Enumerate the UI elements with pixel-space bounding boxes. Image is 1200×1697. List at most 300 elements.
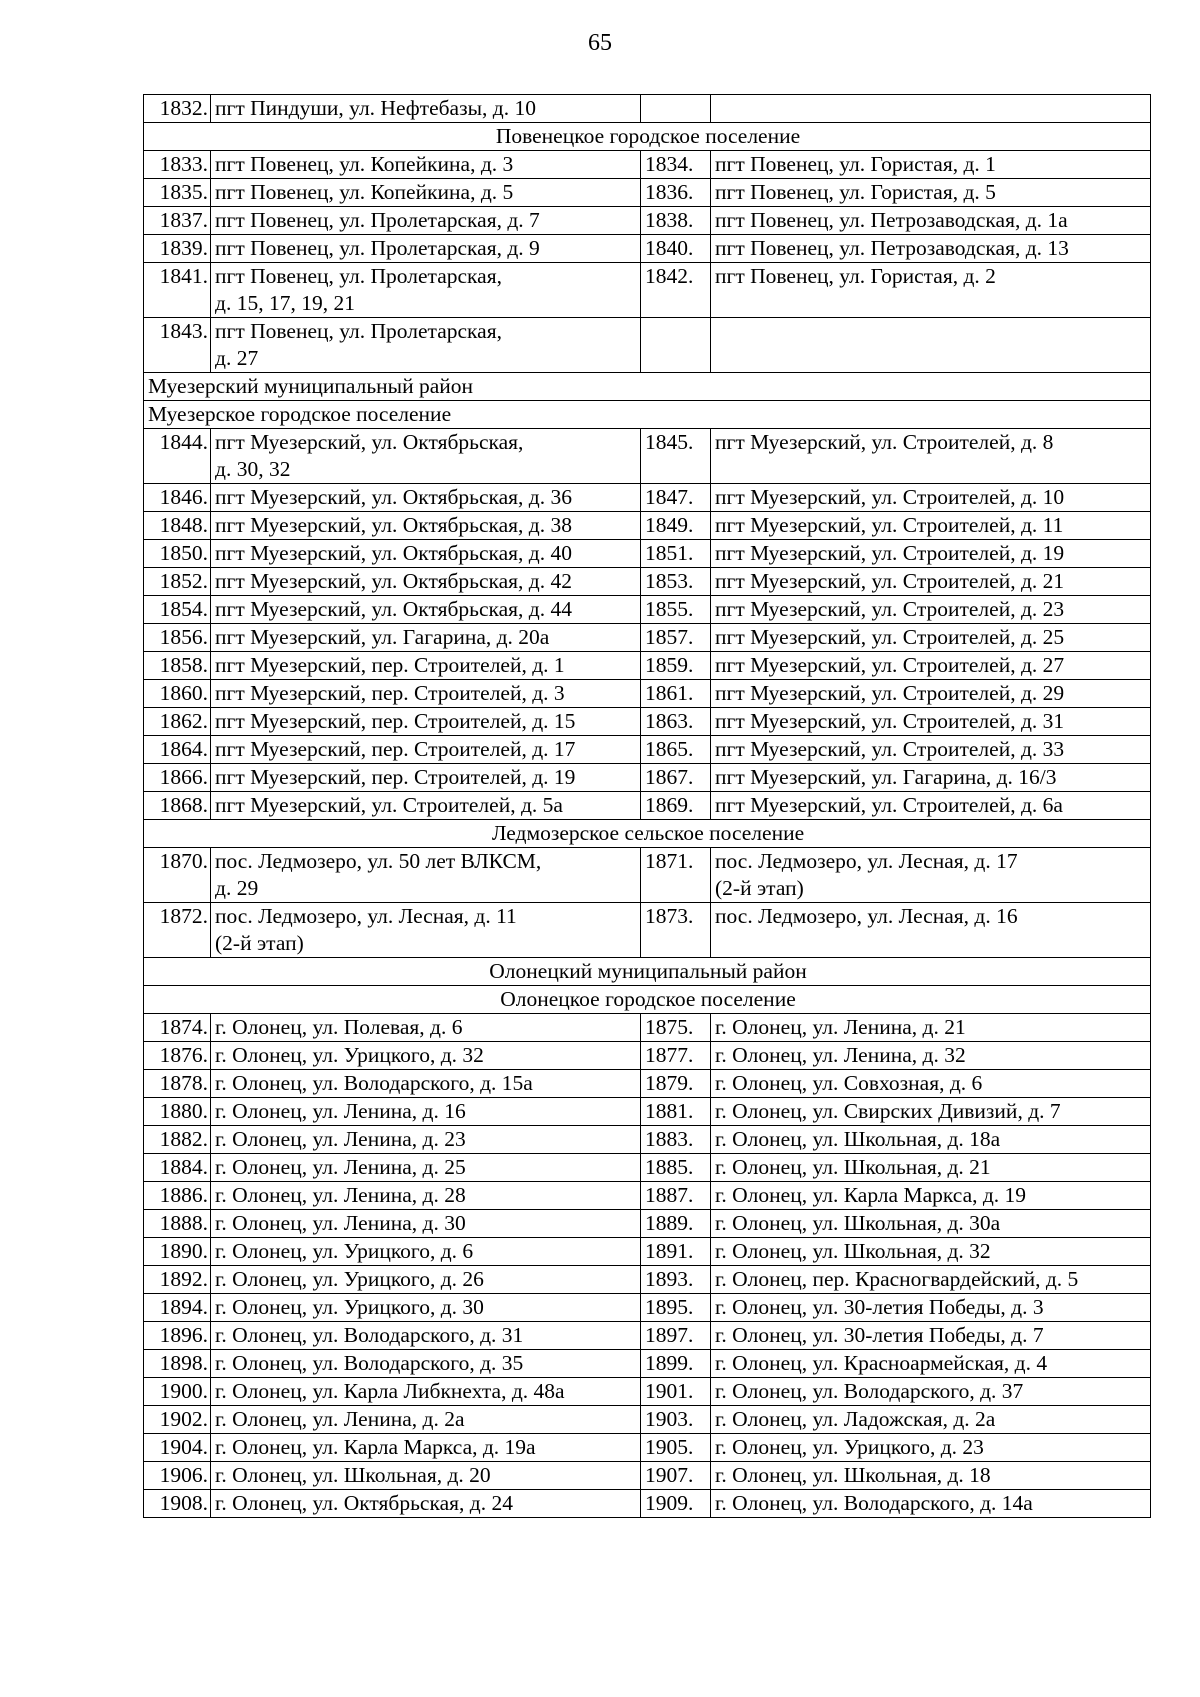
entry-address-right: г. Олонец, ул. Володарского, д. 14а [715, 1491, 1033, 1515]
entry-number-left: 1850. [159, 541, 208, 565]
entry-number-right-cell [641, 95, 711, 123]
entry-number-right-cell [641, 1098, 711, 1126]
entry-number-left-cell [144, 792, 211, 820]
entry-number-left: 1908. [159, 1491, 208, 1515]
entry-number-right: 1899. [645, 1351, 694, 1375]
entry-address-left-continued: д. 15, 17, 19, 21 [215, 291, 355, 315]
entry-number-right: 1855. [645, 597, 694, 621]
entry-address-left-cell [211, 540, 641, 568]
entry-number-left-cell [144, 1490, 211, 1518]
entry-address-left-cell [211, 1098, 641, 1126]
entry-address-right-cell [711, 848, 1151, 903]
table-row [144, 1098, 1151, 1126]
entry-address-right [715, 95, 1148, 122]
entry-address-left-cell [211, 680, 641, 708]
entry-number-left-cell [144, 1182, 211, 1210]
entry-number-left-cell [144, 1406, 211, 1434]
entry-address-left-cell [211, 568, 641, 596]
entry-number-left: 1900. [159, 1379, 208, 1403]
entry-number-left: 1896. [159, 1323, 208, 1347]
entry-number-left: 1843. [159, 319, 208, 343]
entry-number-right: 1873. [645, 904, 694, 928]
entry-number-right: 1893. [645, 1267, 694, 1291]
entry-number-left: 1848. [159, 513, 208, 537]
entry-number-left: 1858. [159, 653, 208, 677]
section-header-row [144, 820, 1151, 848]
entry-number-right-cell [641, 1070, 711, 1098]
entry-address-right-cell [711, 624, 1151, 652]
entry-address-right: пгт Муезерский, ул. Строителей, д. 21 [715, 569, 1065, 593]
entry-number-right-cell [641, 680, 711, 708]
entry-address-right-cell [711, 708, 1151, 736]
entry-address-left-cell [211, 1434, 641, 1462]
table-row [144, 1462, 1151, 1490]
table-row [144, 540, 1151, 568]
entry-address-left: г. Олонец, ул. Карла Маркса, д. 19а [215, 1435, 536, 1459]
entry-address-left: г. Олонец, ул. Ленина, д. 23 [215, 1127, 466, 1151]
page-number: 65 [588, 30, 612, 56]
entry-number-right: 1887. [645, 1183, 694, 1207]
entry-address-right: г. Олонец, ул. Свирских Дивизий, д. 7 [715, 1099, 1061, 1123]
table-row [144, 848, 1151, 903]
address-table-body [144, 95, 1151, 1518]
entry-number-left-cell [144, 1014, 211, 1042]
entry-address-left: пгт Муезерский, пер. Строителей, д. 15 [215, 709, 576, 733]
entry-number-left: 1862. [159, 709, 208, 733]
entry-number-left: 1890. [159, 1239, 208, 1263]
entry-address-left: пгт Повенец, ул. Пролетарская, д. 7 [215, 208, 540, 232]
entry-address-right: г. Олонец, ул. 30-летия Победы, д. 7 [715, 1323, 1044, 1347]
entry-address-right: г. Олонец, ул. Ленина, д. 21 [715, 1015, 966, 1039]
entry-number-left-cell [144, 736, 211, 764]
entry-address-right-continued: (2-й этап) [715, 876, 804, 900]
section-header-row [144, 401, 1151, 429]
table-row [144, 1070, 1151, 1098]
table-row [144, 1294, 1151, 1322]
entry-number-left-cell [144, 1322, 211, 1350]
section-header-row [144, 958, 1151, 986]
entry-number-left: 1833. [159, 152, 208, 176]
entry-number-left: 1868. [159, 793, 208, 817]
entry-address-right: пгт Муезерский, ул. Строителей, д. 23 [715, 597, 1065, 621]
entry-number-right-cell [641, 596, 711, 624]
entry-number-right-cell [641, 1210, 711, 1238]
entry-address-left-cell [211, 1266, 641, 1294]
entry-number-right: 1857. [645, 625, 694, 649]
entry-address-left: пгт Повенец, ул. Пролетарская, [215, 264, 502, 288]
entry-address-left: г. Олонец, ул. Ленина, д. 25 [215, 1155, 466, 1179]
entry-address-left-cell [211, 1210, 641, 1238]
entry-address-left: пгт Повенец, ул. Пролетарская, [215, 319, 502, 343]
entry-number-left-cell [144, 429, 211, 484]
entry-number-left-cell [144, 1434, 211, 1462]
entry-number-right: 1871. [645, 849, 694, 873]
entry-number-left-cell [144, 1266, 211, 1294]
entry-address-right-cell [711, 1462, 1151, 1490]
entry-number-left: 1884. [159, 1155, 208, 1179]
table-row [144, 708, 1151, 736]
entry-number-left: 1906. [159, 1463, 208, 1487]
table-row [144, 1154, 1151, 1182]
entry-number-right: 1877. [645, 1043, 694, 1067]
entry-number-right: 1836. [645, 180, 694, 204]
entry-number-right-cell [641, 151, 711, 179]
entry-number-right: 1895. [645, 1295, 694, 1319]
entry-address-left: пгт Муезерский, ул. Октябрьская, д. 40 [215, 541, 572, 565]
table-row [144, 764, 1151, 792]
entry-number-right: 1840. [645, 236, 694, 260]
entry-number-right-cell [641, 512, 711, 540]
entry-number-left: 1856. [159, 625, 208, 649]
entry-address-right: г. Олонец, ул. Школьная, д. 18а [715, 1127, 1001, 1151]
entry-address-right-cell [711, 1154, 1151, 1182]
entry-address-left: г. Олонец, ул. Урицкого, д. 32 [215, 1043, 484, 1067]
table-row [144, 484, 1151, 512]
entry-address-right-cell [711, 318, 1151, 373]
entry-number-left-cell [144, 1154, 211, 1182]
entry-number-left-cell [144, 708, 211, 736]
entry-number-left: 1837. [159, 208, 208, 232]
entry-number-right: 1901. [645, 1379, 694, 1403]
entry-number-left-cell [144, 1210, 211, 1238]
entry-address-right-cell [711, 263, 1151, 318]
table-row [144, 568, 1151, 596]
entry-number-right-cell [641, 764, 711, 792]
entry-number-left: 1902. [159, 1407, 208, 1431]
entry-address-left-continued: д. 27 [215, 346, 259, 370]
entry-address-left-cell [211, 736, 641, 764]
table-row [144, 680, 1151, 708]
entry-number-left-cell [144, 1070, 211, 1098]
entry-address-right: г. Олонец, пер. Красногвардейский, д. 5 [715, 1267, 1079, 1291]
entry-address-right: г. Олонец, ул. Красноармейская, д. 4 [715, 1351, 1048, 1375]
entry-number-right-cell [641, 263, 711, 318]
entry-address-right-cell [711, 207, 1151, 235]
entry-address-right: пгт Муезерский, ул. Строителей, д. 8 [715, 430, 1054, 454]
table-row [144, 1210, 1151, 1238]
entry-number-right-cell [641, 1238, 711, 1266]
entry-address-left: пгт Муезерский, ул. Октябрьская, д. 38 [215, 513, 572, 537]
entry-address-left: пгт Повенец, ул. Копейкина, д. 3 [215, 152, 514, 176]
entry-address-right-cell [711, 1182, 1151, 1210]
entry-number-left-cell [144, 235, 211, 263]
entry-address-left-cell [211, 512, 641, 540]
entry-number-right-cell [641, 792, 711, 820]
entry-number-right: 1865. [645, 737, 694, 761]
entry-number-right: 1869. [645, 793, 694, 817]
entry-address-left: г. Олонец, ул. Володарского, д. 35 [215, 1351, 524, 1375]
entry-address-right-cell [711, 1042, 1151, 1070]
table-row [144, 1322, 1151, 1350]
entry-number-left: 1886. [159, 1183, 208, 1207]
entry-number-left-cell [144, 596, 211, 624]
entry-address-left-cell [211, 95, 641, 123]
entry-number-left: 1880. [159, 1099, 208, 1123]
table-row [144, 235, 1151, 263]
entry-address-left: пгт Муезерский, пер. Строителей, д. 1 [215, 653, 565, 677]
entry-number-right-cell [641, 708, 711, 736]
entry-address-right-cell [711, 1490, 1151, 1518]
entry-number-right-cell [641, 1406, 711, 1434]
entry-number-right-cell [641, 1294, 711, 1322]
table-row [144, 736, 1151, 764]
entry-address-right [715, 318, 1148, 345]
entry-number-left-cell [144, 95, 211, 123]
entry-address-right-cell [711, 568, 1151, 596]
entry-number-left: 1888. [159, 1211, 208, 1235]
entry-address-right-cell [711, 484, 1151, 512]
entry-address-left: г. Олонец, ул. Урицкого, д. 26 [215, 1267, 484, 1291]
entry-address-right: пгт Муезерский, ул. Строителей, д. 11 [715, 513, 1064, 537]
entry-address-left-cell [211, 652, 641, 680]
entry-number-right-cell [641, 1322, 711, 1350]
entry-address-right: г. Олонец, ул. 30-летия Победы, д. 3 [715, 1295, 1044, 1319]
table-row [144, 1238, 1151, 1266]
entry-address-right: пгт Муезерский, ул. Строителей, д. 6а [715, 793, 1063, 817]
entry-number-left: 1898. [159, 1351, 208, 1375]
table-row [144, 95, 1151, 123]
section-header-row [144, 986, 1151, 1014]
table-row [144, 903, 1151, 958]
entry-number-left: 1860. [159, 681, 208, 705]
entry-number-right-cell [641, 540, 711, 568]
entry-number-right: 1909. [645, 1491, 694, 1515]
entry-address-right-cell [711, 1070, 1151, 1098]
entry-address-left-cell [211, 1182, 641, 1210]
entry-number-left: 1846. [159, 485, 208, 509]
table-row [144, 263, 1151, 318]
table-row [144, 151, 1151, 179]
entry-address-left-cell [211, 848, 641, 903]
section-header: Ледмозерское сельское поселение [144, 820, 1151, 848]
entry-number-left-cell [144, 652, 211, 680]
entry-address-right: пгт Повенец, ул. Петрозаводская, д. 13 [715, 236, 1069, 260]
entry-number-right-cell [641, 1154, 711, 1182]
entry-address-left: г. Олонец, ул. Школьная, д. 20 [215, 1463, 491, 1487]
entry-number-right: 1885. [645, 1155, 694, 1179]
entry-number-left-cell [144, 568, 211, 596]
entry-address-left: г. Олонец, ул. Володарского, д. 15а [215, 1071, 533, 1095]
entry-address-right: пгт Повенец, ул. Гористая, д. 5 [715, 180, 996, 204]
entry-number-right-cell [641, 429, 711, 484]
entry-address-left-cell [211, 207, 641, 235]
entry-address-right: пгт Муезерский, ул. Гагарина, д. 16/3 [715, 765, 1057, 789]
entry-address-right-cell [711, 1294, 1151, 1322]
entry-number-right [645, 318, 708, 345]
entry-address-left-cell [211, 235, 641, 263]
entry-number-right-cell [641, 736, 711, 764]
entry-address-right: г. Олонец, ул. Урицкого, д. 23 [715, 1435, 984, 1459]
entry-address-right: пос. Ледмозеро, ул. Лесная, д. 17 [715, 849, 1018, 873]
entry-address-left: г. Олонец, ул. Ленина, д. 2а [215, 1407, 465, 1431]
entry-number-right-cell [641, 1462, 711, 1490]
entry-number-right-cell [641, 1266, 711, 1294]
entry-address-left: пгт Повенец, ул. Копейкина, д. 5 [215, 180, 514, 204]
entry-address-left-cell [211, 1462, 641, 1490]
entry-address-left-continued: д. 30, 32 [215, 457, 291, 481]
entry-number-right: 1849. [645, 513, 694, 537]
entry-address-right-cell [711, 903, 1151, 958]
table-row [144, 179, 1151, 207]
entry-number-left-cell [144, 848, 211, 903]
entry-number-right-cell [641, 1434, 711, 1462]
table-row [144, 596, 1151, 624]
entry-number-right-cell [641, 1378, 711, 1406]
entry-number-right: 1903. [645, 1407, 694, 1431]
entry-address-right: г. Олонец, ул. Ладожская, д. 2а [715, 1407, 996, 1431]
entry-number-left-cell [144, 1098, 211, 1126]
table-row [144, 1042, 1151, 1070]
entry-number-right: 1845. [645, 430, 694, 454]
entry-number-right: 1842. [645, 264, 694, 288]
entry-address-left-cell [211, 318, 641, 373]
table-row [144, 624, 1151, 652]
entry-address-left-cell [211, 263, 641, 318]
entry-number-left: 1882. [159, 1127, 208, 1151]
entry-address-left-cell [211, 1406, 641, 1434]
entry-address-right: пгт Муезерский, ул. Строителей, д. 33 [715, 737, 1065, 761]
entry-address-right-cell [711, 151, 1151, 179]
entry-address-left: г. Олонец, ул. Октябрьская, д. 24 [215, 1491, 513, 1515]
entry-address-right: пгт Повенец, ул. Петрозаводская, д. 1а [715, 208, 1068, 232]
entry-number-right: 1889. [645, 1211, 694, 1235]
entry-address-left-cell [211, 1322, 641, 1350]
entry-number-left-cell [144, 903, 211, 958]
entry-number-right [645, 95, 708, 122]
entry-number-left: 1854. [159, 597, 208, 621]
entry-address-right-cell [711, 1210, 1151, 1238]
entry-address-left-cell [211, 596, 641, 624]
entry-address-left: пос. Ледмозеро, ул. Лесная, д. 11 [215, 904, 517, 928]
entry-address-left: пгт Муезерский, пер. Строителей, д. 3 [215, 681, 565, 705]
entry-address-left-cell [211, 429, 641, 484]
table-row [144, 318, 1151, 373]
entry-number-right-cell [641, 652, 711, 680]
entry-address-left-cell [211, 1378, 641, 1406]
entry-number-right: 1853. [645, 569, 694, 593]
entry-address-left-cell [211, 1350, 641, 1378]
entry-address-right: пгт Муезерский, ул. Строителей, д. 25 [715, 625, 1065, 649]
entry-number-left-cell [144, 151, 211, 179]
entry-address-left-cell [211, 708, 641, 736]
entry-address-right: пгт Муезерский, ул. Строителей, д. 10 [715, 485, 1065, 509]
entry-number-left: 1878. [159, 1071, 208, 1095]
entry-number-left-cell [144, 540, 211, 568]
section-header: Олонецкий муниципальный район [144, 958, 1151, 986]
entry-number-right-cell [641, 1182, 711, 1210]
entry-address-left-cell [211, 1070, 641, 1098]
entry-number-left-cell [144, 680, 211, 708]
section-header: Повенецкое городское поселение [144, 123, 1151, 151]
entry-number-right: 1861. [645, 681, 694, 705]
entry-address-left-cell [211, 1126, 641, 1154]
entry-address-left-cell [211, 484, 641, 512]
entry-address-right: г. Олонец, ул. Володарского, д. 37 [715, 1379, 1024, 1403]
entry-number-left-cell [144, 263, 211, 318]
section-header: Муезерское городское поселение [144, 401, 1151, 429]
entry-number-right: 1883. [645, 1127, 694, 1151]
table-row [144, 1182, 1151, 1210]
entry-address-right: пгт Повенец, ул. Гористая, д. 1 [715, 152, 996, 176]
entry-number-left-cell [144, 1238, 211, 1266]
entry-number-right-cell [641, 1014, 711, 1042]
entry-address-left-cell [211, 1238, 641, 1266]
entry-address-right-cell [711, 1126, 1151, 1154]
entry-number-right: 1847. [645, 485, 694, 509]
entry-address-right: пос. Ледмозеро, ул. Лесная, д. 16 [715, 904, 1018, 928]
entry-address-right-cell [711, 235, 1151, 263]
entry-number-right-cell [641, 235, 711, 263]
entry-address-left: пгт Муезерский, ул. Гагарина, д. 20а [215, 625, 550, 649]
entry-address-left-cell [211, 1490, 641, 1518]
entry-number-left: 1894. [159, 1295, 208, 1319]
entry-address-right: г. Олонец, ул. Школьная, д. 21 [715, 1155, 991, 1179]
entry-number-right-cell [641, 1350, 711, 1378]
entry-address-right-cell [711, 764, 1151, 792]
entry-number-right-cell [641, 179, 711, 207]
entry-number-left-cell [144, 512, 211, 540]
entry-address-left: пгт Муезерский, ул. Октябрьская, д. 36 [215, 485, 572, 509]
entry-number-left: 1852. [159, 569, 208, 593]
entry-number-right: 1879. [645, 1071, 694, 1095]
entry-number-left-cell [144, 1042, 211, 1070]
entry-address-right-cell [711, 429, 1151, 484]
entry-address-right-cell [711, 1238, 1151, 1266]
entry-address-left: пгт Муезерский, ул. Строителей, д. 5а [215, 793, 563, 817]
entry-number-left: 1841. [159, 264, 208, 288]
entry-address-right-cell [711, 540, 1151, 568]
entry-address-right-cell [711, 1322, 1151, 1350]
entry-address-right-cell [711, 512, 1151, 540]
table-row [144, 1350, 1151, 1378]
table-row [144, 429, 1151, 484]
entry-address-right-cell [711, 792, 1151, 820]
entry-number-right: 1863. [645, 709, 694, 733]
entry-number-left: 1832. [159, 96, 208, 120]
entry-number-left-cell [144, 1462, 211, 1490]
entry-number-right: 1859. [645, 653, 694, 677]
entry-number-right: 1838. [645, 208, 694, 232]
entry-number-left-cell [144, 484, 211, 512]
entry-address-right-cell [711, 1378, 1151, 1406]
table-row [144, 792, 1151, 820]
entry-number-right: 1875. [645, 1015, 694, 1039]
entry-address-left: пгт Муезерский, ул. Октябрьская, д. 42 [215, 569, 572, 593]
section-header: Олонецкое городское поселение [144, 986, 1151, 1014]
entry-number-left-cell [144, 318, 211, 373]
table-row [144, 512, 1151, 540]
entry-address-right: г. Олонец, ул. Школьная, д. 18 [715, 1463, 991, 1487]
entry-number-left: 1866. [159, 765, 208, 789]
entry-address-left: пгт Муезерский, ул. Октябрьская, д. 44 [215, 597, 572, 621]
entry-address-left: г. Олонец, ул. Ленина, д. 28 [215, 1183, 466, 1207]
entry-address-left: пгт Пиндуши, ул. Нефтебазы, д. 10 [215, 96, 536, 120]
entry-number-left: 1835. [159, 180, 208, 204]
entry-address-left-cell [211, 764, 641, 792]
section-header-row [144, 373, 1151, 401]
table-row [144, 207, 1151, 235]
entry-address-right-cell [711, 652, 1151, 680]
entry-address-left-cell [211, 1294, 641, 1322]
entry-address-right-cell [711, 1434, 1151, 1462]
entry-number-right-cell [641, 318, 711, 373]
entry-number-right-cell [641, 903, 711, 958]
entry-number-left: 1844. [159, 430, 208, 454]
entry-number-left-cell [144, 1378, 211, 1406]
entry-address-right-cell [711, 179, 1151, 207]
entry-address-right-cell [711, 1266, 1151, 1294]
entry-address-right-cell [711, 1350, 1151, 1378]
